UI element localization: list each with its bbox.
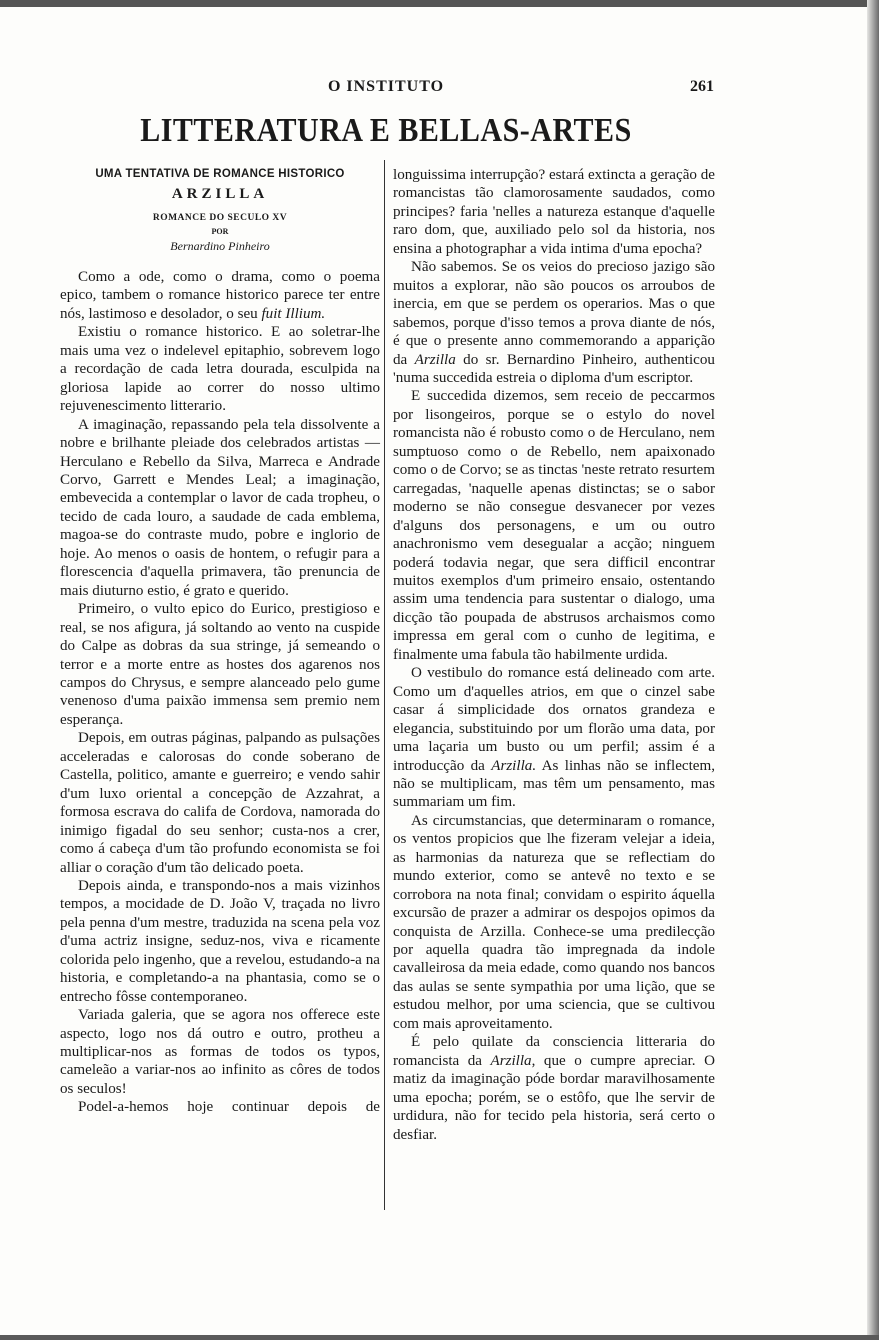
section-title: LITTERATURA E BELLAS-ARTES <box>140 112 632 149</box>
page-bottom-edge <box>0 1335 879 1340</box>
page-number: 261 <box>690 78 714 95</box>
journal-name: O INSTITUTO <box>327 78 445 95</box>
article-by: POR <box>211 227 229 236</box>
article-title: UMA TENTATIVA DE ROMANCE HISTORICO <box>95 168 345 180</box>
paragraph: É pelo quilate da consciencia litteraria do romancista da Arzilla, que o cumpre apreciar. O matiz da imaginação póde bordar maravilhosamente uma epocha; porém, se o estôfo, que lhe servir de urdidura, não for tecido pela historia, será certo o desfiar. <box>393 1034 715 1143</box>
left-column <box>60 168 380 1117</box>
paragraph: As circumstancias, que determinaram o romance, os ventos propicios que lhe fizeram velejar a ideia, as harmonias da natureza que se reflectiam do mundo exterior, como se antevê no texto e se corrobora na nota final; convidam o espirito áquella excursão de prazer a admirar os despojos opimos da conquista de Arzilla. Conhece-se uma predilecção por aquella quadra tão impregnada da indole cavalleirosa da meia edade, como quando nos bancos das aulas se sente sympathia por uma lição, que se estudou melhor, por uma sciencia, que se cultivou com mais aproveitamento. <box>393 812 715 1032</box>
paragraph: Podel-a-hemos hoje continuar depois de <box>78 1099 380 1116</box>
page-right-edge <box>867 0 879 1340</box>
paragraph: Depois ainda, e transpondo-nos a mais vizinhos tempos, a mocidade de D. João V, traçada no livro pela penna d'um mestre, traduzida na scena pela voz d'uma actriz insigne, seduz-nos, viva e ricamente colorida pelo ingenho, que a revelou, estudando-a na historia, e completando-a na phantasia, como se o entrecho fôsse contemporaneo. <box>60 877 380 1005</box>
paragraph: longuissima interrupção? estará extincta a geração de romancistas tão clamorosamente saudados, como principes? faria 'nelles a natureza estanque d'aquelle raro dom, que, auxiliado pelo sol da historia, nos ensina a photographar a vida intima d'uma epocha? <box>393 167 715 257</box>
paragraph: Como a ode, como o drama, como o poema epico, tambem o romance historico parece ter entre nós, lastimoso e desolador, o seu fuit Illium. <box>60 269 380 322</box>
paragraph: O vestibulo do romance está delineado com arte. Como um d'aquelles atrios, em que o cinzel sabe casar á simplicidade dos ornatos grandeza e elegancia, substituindo por um florão uma data, por uma laçaria um busto ou um perfil; assim é a introducção da Arzilla. As linhas não se inflectem, não se multiplicam, mas têm um pensamento, mas summariam um fim. <box>393 665 716 811</box>
column-rule <box>384 160 385 1210</box>
article-author: Bernardino Pinheiro <box>170 239 270 253</box>
paragraph: Primeiro, o vulto epico do Eurico, prestigioso e real, se nos afigura, já soltando ao vento na cuspide do Calpe as dobras da sua stringe, já semeando o terror e a morte entre as hostes dos agarenos nos campos do Chrysus, e sempre alanceado pelo gume venenoso d'uma paixão immensa sem premio nem esperança. <box>60 601 380 728</box>
paragraph: E succedida dizemos, sem receio de peccarmos por lisongeiros, porque se o estylo do novel romancista não é robusto como o de Herculano, nem sumptuoso como o de Rebello, nem apaixonado como o de Corvo; se as tinctas 'neste retrato resurtem carregadas, 'naquelle apenas distinctas; se o sabor moderno se não consegue desvanecer por vezes d'alguns dos personagens, e um ou outro anachronismo vem desegualar a acção; ninguem poderá todavia negar, que sera difficil encontrar muitos exemplos d'um primeiro ensaio, ostentando assim uma tendencia para sustentar o dialogo, uma dicção tão poupada de abstrusos archaismos como impressa em geral com o cunho de legitima, e finalmente uma fabula tão habilmente urdida. <box>393 388 715 663</box>
paragraph: Não sabemos. Se os veios do precioso jazigo são muitos a explorar, não são poucos os arroubos de inercia, em que se perdem os operarios. Mas o que sabemos, porque d'isso temos a prova diante de nós, é que o presente anno commemorando a apparição da Arzilla do sr. Bernardino Pinheiro, authenticou 'numa succedida estreia o diploma d'um escriptor. <box>393 259 715 386</box>
article-genre: ROMANCE DO SECULO XV <box>152 213 288 223</box>
article-subtitle: ARZILLA <box>171 186 269 202</box>
paragraph: Depois, em outras páginas, palpando as pulsações acceleradas e calorosas do conde soberano de Castella, politico, amante e guerreiro; e vendo sahir d'um luxo oriental a concepção de Azzahrat, a formosa escrava do califa de Cordova, namorada do inimigo figadal do seu senhor; custa-nos a crer, como á cabeça d'um tão profundo economista se foi alliar o coração d'um tão delicado poeta. <box>60 730 380 876</box>
running-head <box>58 78 714 100</box>
page-top-edge <box>0 0 879 7</box>
paragraph: A imaginação, repassando pela tela dissolvente a nobre e brilhante pleiade dos celebrados artistas — Herculano e Rebello da Silva, Marreca e Andrade Corvo, Garrett e Mendes Leal; a imaginação, embevecida a contemplar o lavor de cada tropheu, o tecido de cada louro, a saudade de cada emblema, magoa-se do contraste mudo, pobre e inglorio de hoje. Ao menos o oasis de hontem, o refugir para a florescencia d'aquella primavera, tão prenuncia de mais diuturno estio, é grato e querido. <box>60 416 380 599</box>
paragraph: Existiu o romance historico. E ao soletrar-lhe mais uma vez o indelevel epitaphio, sobrevem logo a recordação de cada letra dourada, esculpida na gloriosa lapide ao correr do nosso ultimo rejuvenescimento litterario. <box>60 324 380 415</box>
paragraph: Variada galeria, que se agora nos offerece este aspecto, logo nos dá outro e outro, protheu a multiplicar-nos as formas de todos os typos, cameleão a variar-nos ao infinito as côres de todos os seculos! <box>60 1007 380 1097</box>
right-column <box>393 166 715 1144</box>
